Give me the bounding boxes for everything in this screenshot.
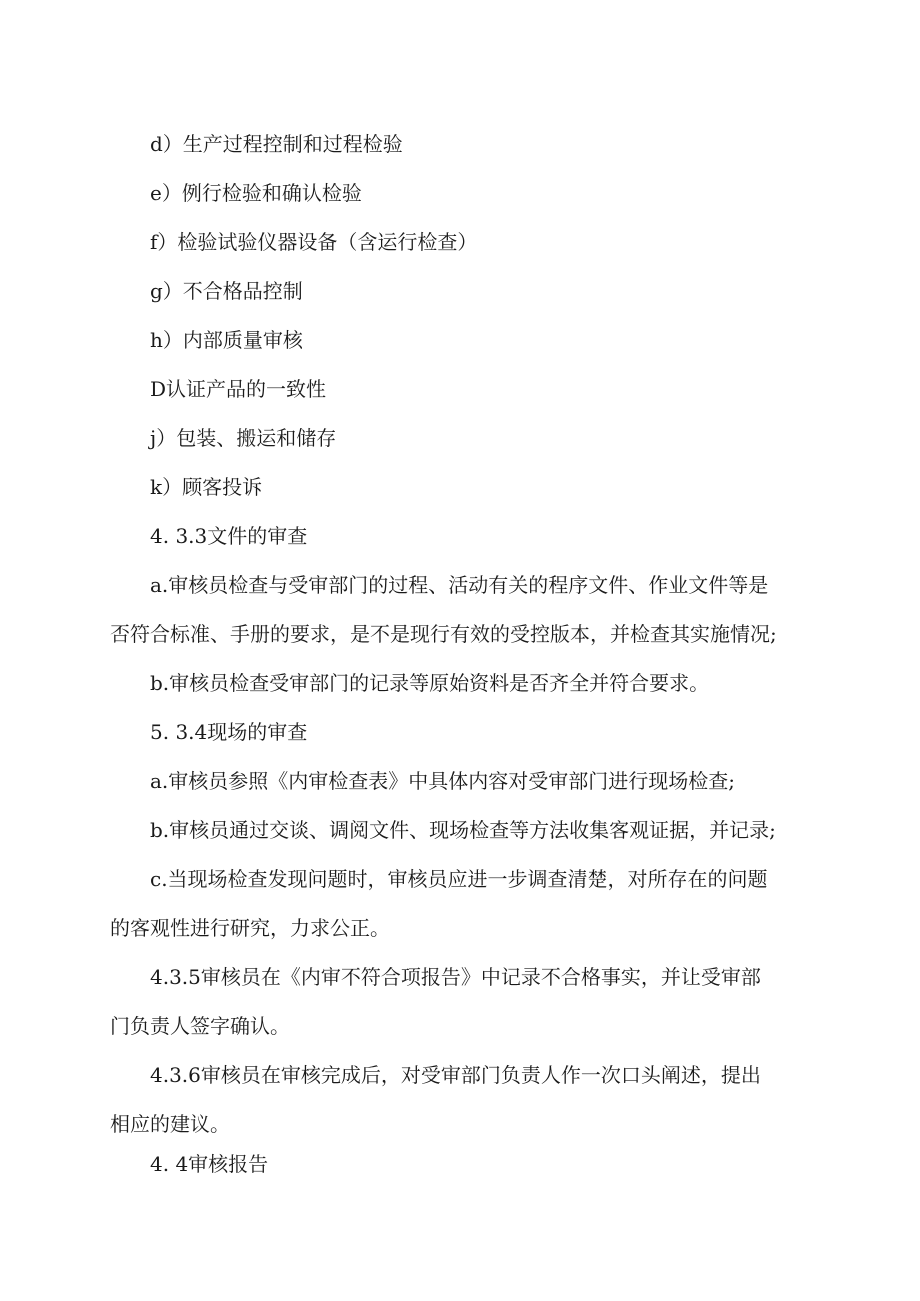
section-433-heading: 4. 3.3文件的审查	[150, 524, 308, 548]
section-436-line2: 相应的建议。	[110, 1112, 230, 1136]
section-433-item-a-line1: a.审核员检查与受审部门的过程、活动有关的程序文件、作业文件等是	[150, 573, 769, 597]
list-item-k: k）顾客投诉	[150, 475, 263, 499]
section-434-item-c-line1: c.当现场检查发现问题时，审核员应进一步调查清楚，对所存在的问题	[150, 867, 768, 891]
list-item-d: d）生产过程控制和过程检验	[150, 132, 403, 156]
section-434-item-b: b.审核员通过交谈、调阅文件、现场检查等方法收集客观证据，并记录;	[150, 818, 776, 842]
section-433-item-a-line2: 否符合标准、手册的要求，是不是现行有效的受控版本，并检查其实施情况;	[110, 622, 777, 646]
section-433-item-b: b.审核员检查受审部门的记录等原始资料是否齐全并符合要求。	[150, 671, 710, 695]
list-item-g: g）不合格品控制	[150, 279, 303, 303]
list-item-j: j）包装、搬运和储存	[150, 426, 337, 450]
section-434-item-a: a.审核员参照《内审检查表》中具体内容对受审部门进行现场检查;	[150, 769, 736, 793]
list-item-f: f）检验试验仪器设备（含运行检查）	[150, 230, 478, 254]
list-item-h: h）内部质量审核	[150, 328, 303, 352]
section-435-line1: 4.3.5审核员在《内审不符合项报告》中记录不合格事实，并让受审部	[150, 965, 761, 989]
list-item-i: D认证产品的一致性	[150, 377, 327, 401]
section-434-heading: 5. 3.4现场的审查	[150, 720, 308, 744]
list-item-e: e）例行检验和确认检验	[150, 181, 362, 205]
section-434-item-c-line2: 的客观性进行研究，力求公正。	[110, 916, 390, 940]
section-436-line1: 4.3.6审核员在审核完成后，对受审部门负责人作一次口头阐述，提出	[150, 1063, 761, 1087]
section-44-heading: 4. 4审核报告	[150, 1152, 269, 1176]
section-435-line2: 门负责人签字确认。	[110, 1014, 290, 1038]
